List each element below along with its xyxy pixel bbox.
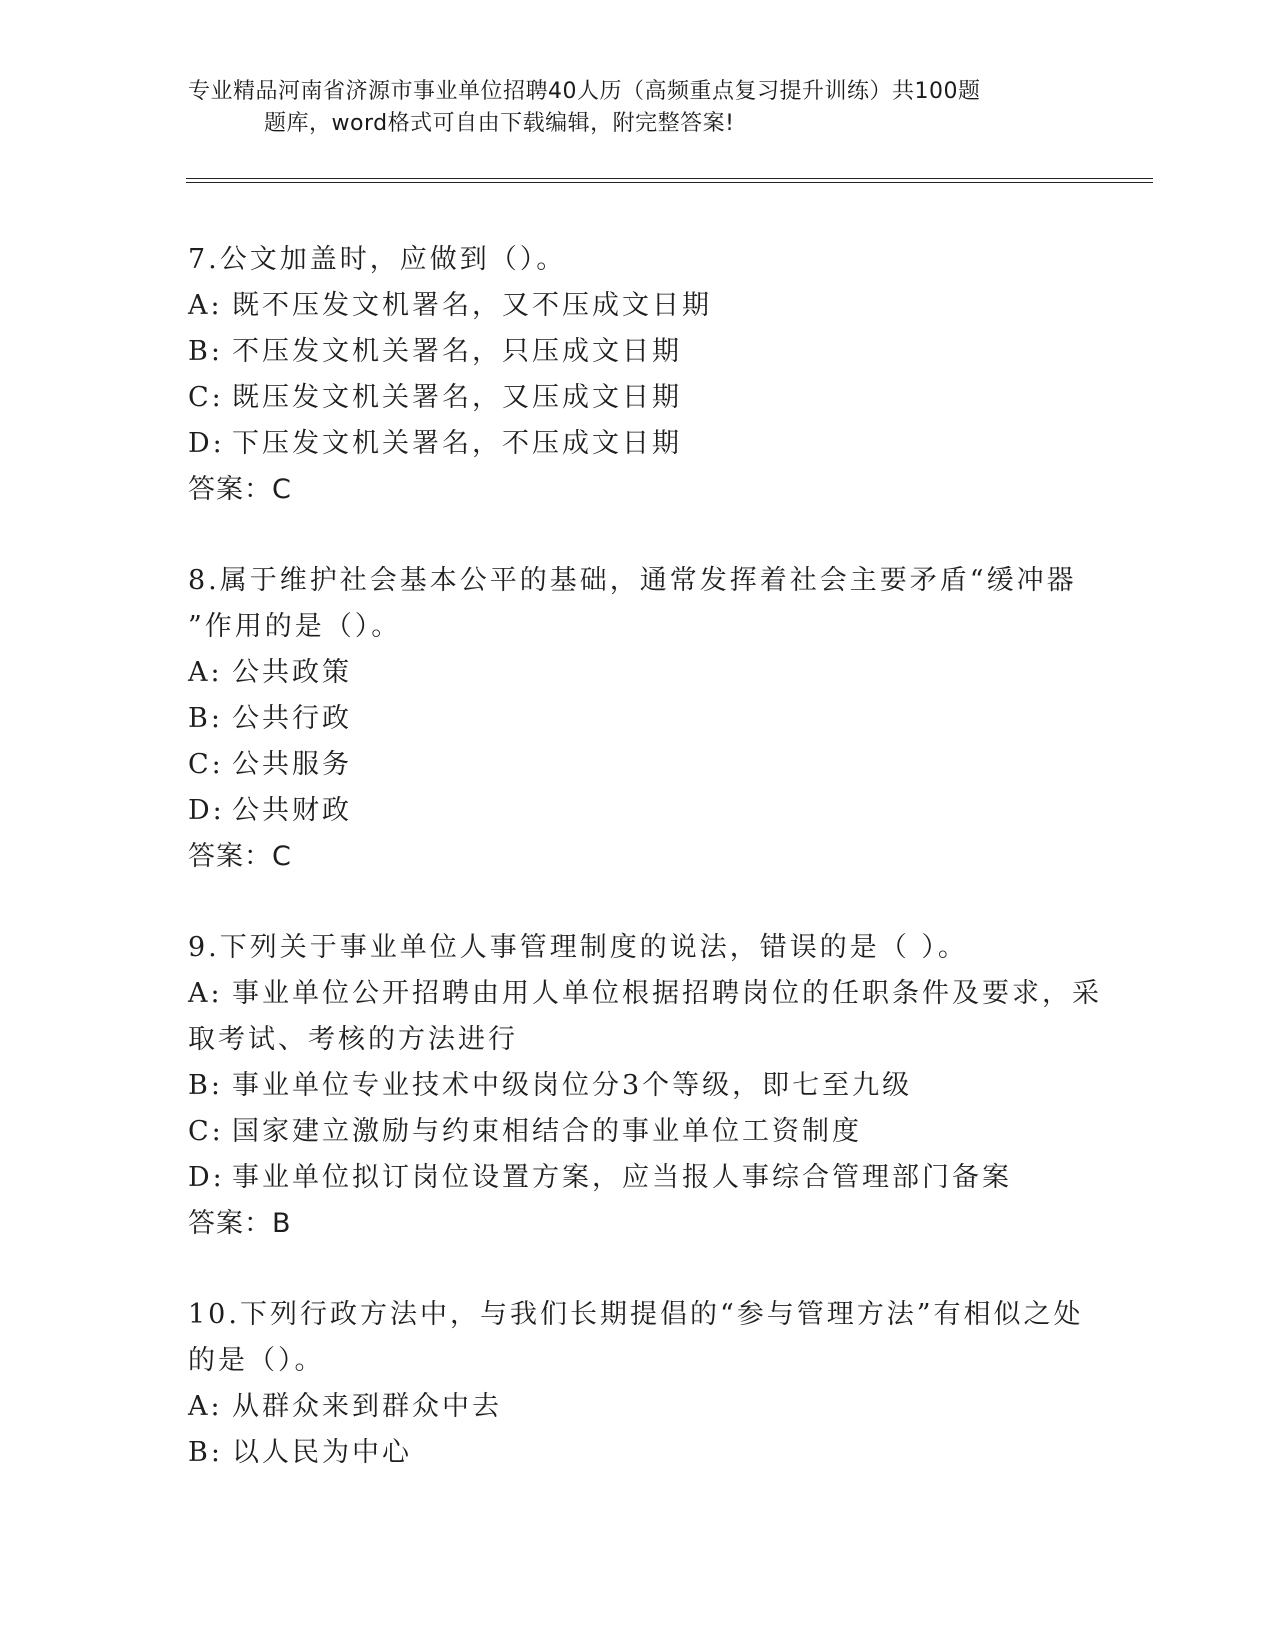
answer-option xyxy=(188,1384,1088,1430)
question-item xyxy=(188,237,1088,513)
option-text: 不压发文机关署名，只压成文日期 xyxy=(232,336,682,367)
answer-option xyxy=(188,1430,1088,1476)
answer-option xyxy=(188,788,1088,834)
header-title-line-2: 题库，word格式可自由下载编辑，附完整答案! xyxy=(264,111,735,136)
option-text: 公共服务 xyxy=(232,749,352,780)
question-item xyxy=(188,558,1088,880)
question-stem: 9.下列关于事业单位人事管理制度的说法，错误的是（ ）。 xyxy=(188,932,968,963)
option-text: 以人民为中心 xyxy=(232,1437,412,1468)
option-letter: D: xyxy=(188,795,225,826)
answer-key: 答案：B xyxy=(188,1208,292,1239)
question-list xyxy=(188,237,1102,1521)
option-letter: A: xyxy=(188,657,223,688)
answer-option xyxy=(188,329,1088,375)
option-letter: B: xyxy=(188,336,223,367)
header-title-line-1: 专业精品河南省济源市事业单位招聘40人历（高频重点复习提升训练）共100题 xyxy=(188,79,981,104)
option-text: 事业单位公开招聘由用人单位根据招聘岗位的任职条件及要求，采 xyxy=(232,978,1102,1009)
answer-option xyxy=(188,696,1088,742)
option-letter: B: xyxy=(188,1070,223,1101)
answer-option xyxy=(188,375,1088,421)
answer-option xyxy=(188,650,1088,696)
option-text: 公共行政 xyxy=(232,703,352,734)
option-letter: A: xyxy=(188,1391,223,1422)
option-letter: C: xyxy=(188,749,224,780)
option-text: 既压发文机关署名，又压成文日期 xyxy=(232,382,682,413)
option-letter: A: xyxy=(188,978,223,1009)
document-header xyxy=(188,76,1088,140)
option-letter: C: xyxy=(188,1116,224,1147)
answer-key: 答案：C xyxy=(188,841,292,872)
question-stem: 10.下列行政方法中，与我们长期提倡的“参与管理方法”有相似之处 xyxy=(188,1299,1084,1330)
option-text: 既不压发文机署名，又不压成文日期 xyxy=(232,290,712,321)
question-stem: ”作用的是（）。 xyxy=(188,611,402,642)
question-stem: 7.公文加盖时，应做到（）。 xyxy=(188,244,567,275)
question-item xyxy=(188,1292,1088,1476)
option-text: 事业单位拟订岗位设置方案，应当报人事综合管理部门备案 xyxy=(232,1162,1012,1193)
answer-option xyxy=(188,421,1088,467)
option-text: 下压发文机关署名，不压成文日期 xyxy=(232,428,682,459)
option-text-continued: 取考试、考核的方法进行 xyxy=(188,1024,518,1055)
option-letter: B: xyxy=(188,1437,223,1468)
answer-option xyxy=(188,1109,1088,1155)
answer-option xyxy=(188,1063,1088,1109)
header-divider-bottom xyxy=(186,182,1153,183)
option-letter: D: xyxy=(188,428,225,459)
answer-option xyxy=(188,742,1088,788)
question-item xyxy=(188,925,1102,1247)
question-stem: 的是（）。 xyxy=(188,1345,325,1376)
answer-option xyxy=(188,1155,1088,1201)
answer-key: 答案：C xyxy=(188,474,292,505)
question-stem: 8.属于维护社会基本公平的基础，通常发挥着社会主要矛盾“缓冲器 xyxy=(188,565,1077,596)
answer-option xyxy=(188,971,1102,1017)
header-divider-top xyxy=(186,178,1153,179)
option-letter: D: xyxy=(188,1162,225,1193)
option-letter: A: xyxy=(188,290,223,321)
option-text: 公共政策 xyxy=(232,657,352,688)
option-text: 国家建立激励与约束相结合的事业单位工资制度 xyxy=(232,1116,862,1147)
option-letter: B: xyxy=(188,703,223,734)
answer-option xyxy=(188,283,1088,329)
option-text: 公共财政 xyxy=(232,795,352,826)
option-text: 事业单位专业技术中级岗位分3个等级，即七至九级 xyxy=(232,1070,913,1101)
option-letter: C: xyxy=(188,382,224,413)
option-text: 从群众来到群众中去 xyxy=(232,1391,502,1422)
